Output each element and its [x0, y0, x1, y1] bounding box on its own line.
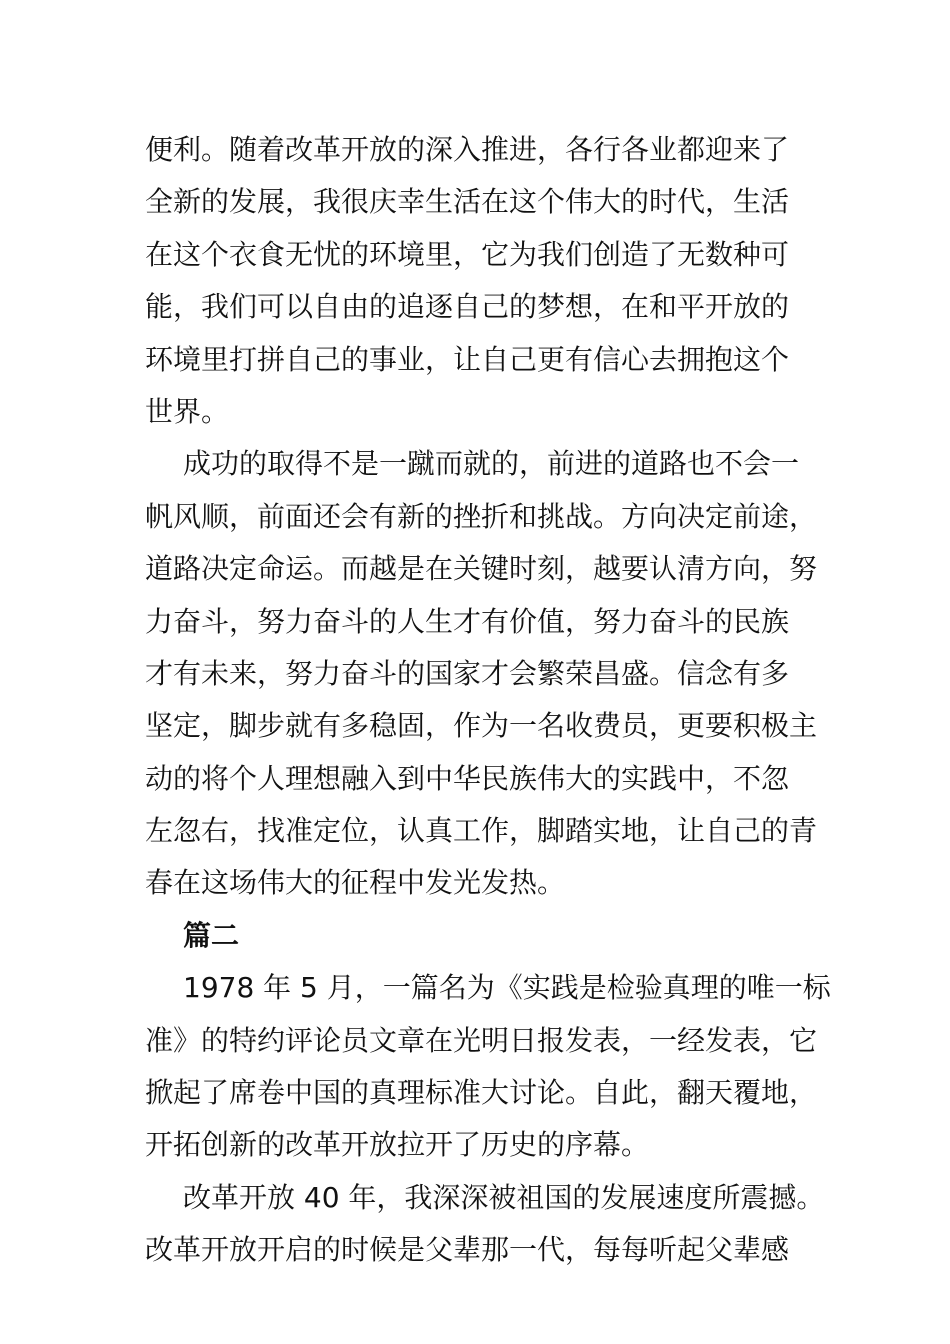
text-line: 在这个衣食无忧的环境里，它为我们创造了无数种可 — [145, 237, 790, 271]
text-line: 左忽右，找准定位，认真工作，脚踏实地，让自己的青 — [145, 814, 818, 848]
paragraph-continuation — [145, 124, 810, 438]
text-line: 掀起了席卷中国的真理标准大讨论。自此，翻天覆地， — [145, 1076, 818, 1110]
text-line: 环境里打拼自己的事业，让自己更有信心去拥抱这个 — [145, 342, 790, 376]
text-line: 开拓创新的改革开放拉开了历史的序幕。 — [145, 1128, 650, 1162]
paragraph-40-years — [145, 1172, 825, 1277]
paragraph-1978 — [145, 962, 831, 1172]
text-line: 能，我们可以自由的追逐自己的梦想，在和平开放的 — [145, 290, 790, 324]
text-line: 成功的取得不是一蹴而就的，前进的道路也不会一 — [183, 447, 800, 481]
text-line: 春在这场伟大的征程中发光发热。 — [145, 866, 566, 900]
text-line: 便利。随着改革开放的深入推进，各行各业都迎来了 — [145, 133, 790, 166]
document-body — [145, 124, 831, 1277]
text-line: 改革开放开启的时候是父辈那一代，每每听起父辈感 — [145, 1233, 790, 1267]
text-line: 坚定，脚步就有多稳固，作为一名收费员，更要积极主 — [145, 709, 818, 743]
text-line: 动的将个人理想融入到中华民族伟大的实践中，不忽 — [145, 761, 790, 795]
text-line: 世界。 — [145, 394, 230, 428]
text-line: 全新的发展，我很庆幸生活在这个伟大的时代，生活 — [145, 185, 790, 219]
text-line: 改革开放 40 年，我深深被祖国的发展速度所震撼。 — [183, 1180, 825, 1214]
section-heading: 篇二 — [183, 918, 240, 952]
text-line: 才有未来，努力奋斗的国家才会繁荣昌盛。信念有多 — [145, 656, 790, 690]
text-line: 道路决定命运。而越是在关键时刻，越要认清方向，努 — [145, 552, 818, 586]
text-line: 帆风顺，前面还会有新的挫折和挑战。方向决定前途， — [145, 499, 818, 533]
text-line: 力奋斗，努力奋斗的人生才有价值，努力奋斗的民族 — [145, 604, 790, 638]
text-line: 准》的特约评论员文章在光明日报发表，一经发表，它 — [145, 1023, 818, 1057]
text-line: 1978 年 5 月，一篇名为《实践是检验真理的唯一标 — [183, 971, 831, 1005]
paragraph-success — [145, 438, 818, 910]
